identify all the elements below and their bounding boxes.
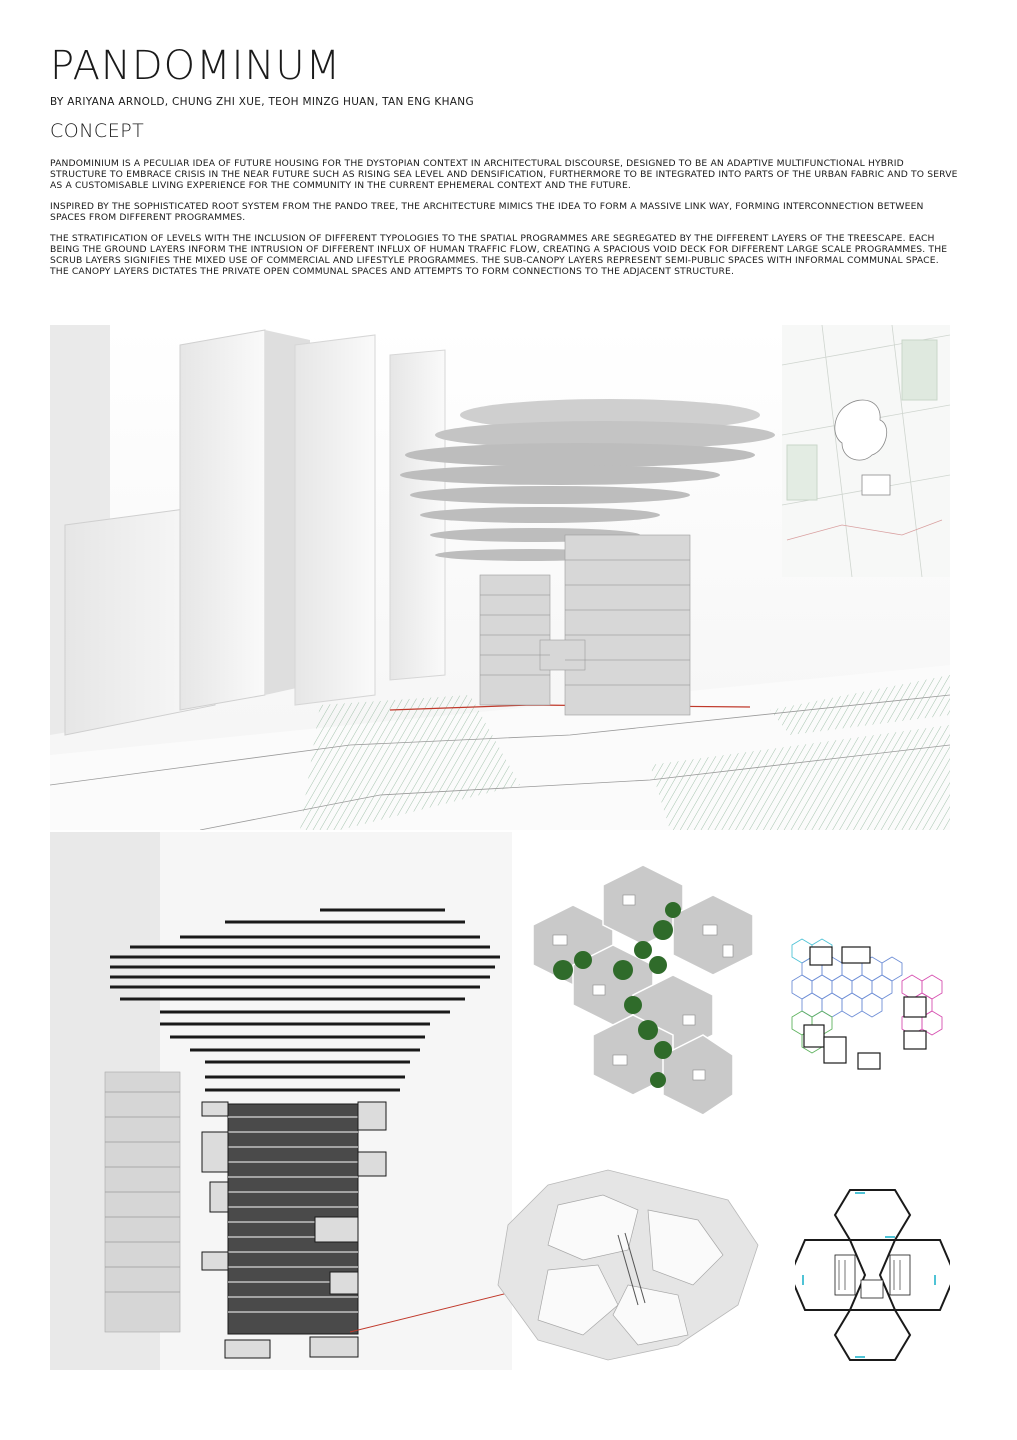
concept-paragraph: THE STRATIFICATION OF LEVELS WITH THE INCLUSION OF DIFFERENT TYPOLOGIES TO THE SPATIAL PROGRAMMES ARE SEGREGATED BY THE DIFFERENT LAYERS OF THE TREESCAPE. EACH BEING THE GROUND LAYERS INFORM THE INTRUSION OF DIFFERENT INFLUX OF HUMAN TRAFFIC FLOW, CREATING A SPACIOUS VOID DECK FOR DIFFERENT LARGE SCALE PROGRAMMES. THE SCRUB LAYERS SIGNIFIES THE MIXED USE OF COMMERCIAL AND LIFESTYLE PROGRAMMES. THE SUB-CANOPY LAYERS REPRESENT SEMI-PUBLIC SPACES WITH INFORMAL COMMUNAL SPACE. THE CANOPY LAYERS DICTATES THE PRIVATE OPEN COMMUNAL SPACES AND ATTEMPTS TO FORM CONNECTIONS TO THE ADJACENT STRUCTURE. <box>50 233 948 277</box>
section-heading: CONCEPT <box>50 120 145 142</box>
hexagonal-floor-model <box>488 1165 778 1370</box>
concept-paragraph: INSPIRED BY THE SOPHISTICATED ROOT SYSTEM FROM THE PANDO TREE, THE ARCHITECTURE MIMICS THE IDEA TO FORM A MASSIVE LINK WAY, FORMING INTERCONNECTION BETWEEN SPACES FROM DIFFERENT PROGRAMMES. <box>50 201 924 223</box>
concept-paragraph: PANDOMINIUM IS A PECULIAR IDEA OF FUTURE HOUSING FOR THE DYSTOPIAN CONTEXT IN ARCHITECTURAL DISCOURSE, DESIGNED TO BE AN ADAPTIVE MULTIFUNCTIONAL HYBRID STRUCTURE TO EMBRACE CRISIS IN THE NEAR FUTURE SUCH AS RISING SEA LEVEL AND DENSIFICATION, FURTHERMORE TO BE INTEGRATED INTO PARTS OF THE URBAN FABRIC AND TO SERVE AS A CUSTOMISABLE LIVING EXPERIENCE FOR THE COMMUNITY IN THE CURRENT EPHEMERAL CONTEXT AND THE FUTURE. <box>50 158 958 191</box>
concept-text <box>50 158 960 287</box>
layered-tower-section <box>50 832 512 1370</box>
hexagonal-floor-plan-drawing <box>795 1185 950 1365</box>
hexagonal-canopy-plan <box>513 855 775 1125</box>
page-title: PANDOMINUM <box>50 43 342 89</box>
site-plan-map <box>782 325 950 577</box>
authors-line: BY ARIYANA ARNOLD, CHUNG ZHI XUE, TEOH MINZG HUAN, TAN ENG KHANG <box>50 96 474 108</box>
hex-unit-grid-plan <box>782 935 950 1075</box>
